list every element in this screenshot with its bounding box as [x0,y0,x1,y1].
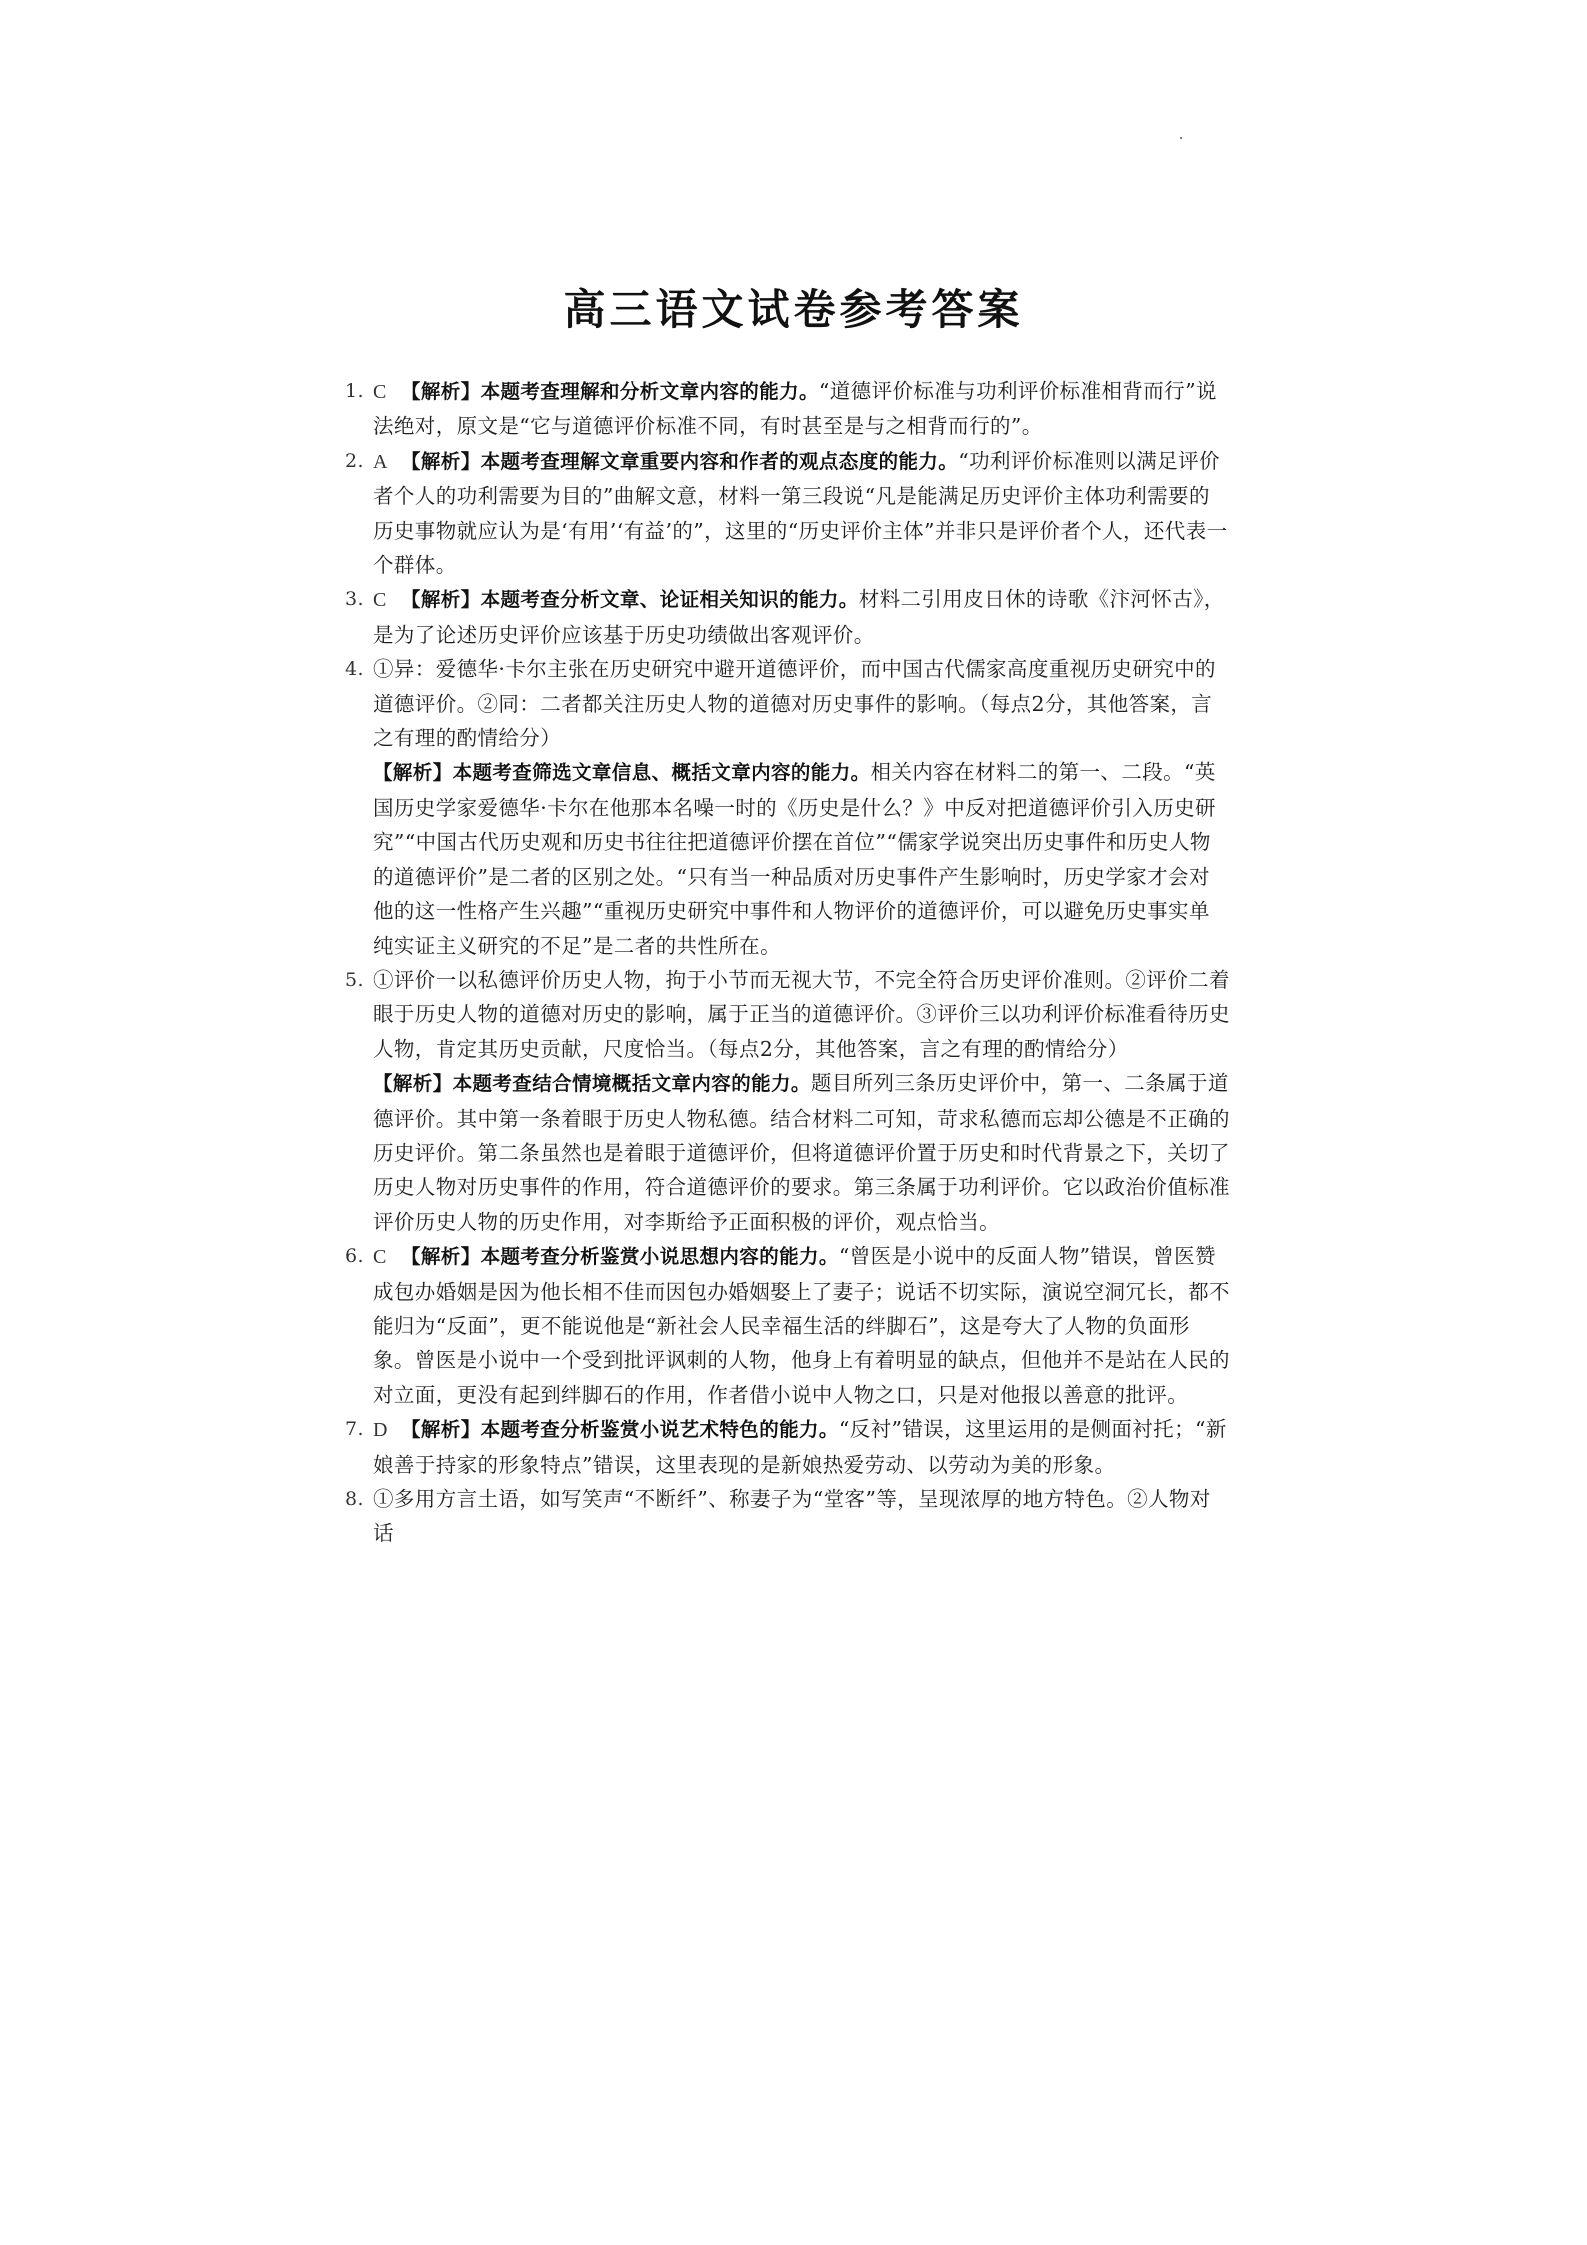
analysis-label: 【解析】本题考查分析文章、论证相关知识的能力。 [401,588,859,612]
answer-item-6 [345,1239,1230,1412]
analysis-text: 相关内容在材料二的第一、二段。“英国历史学家爱德华·卡尔在他那本名噪一时的《历史是什么？》中反对把道德评价引入历史研究”“中国古代历史观和历史书往往把道德评价摆在首位”“儒家学说突出历史事件和历史人物的道德评价”是二者的区别之处。“只有当一种品质对历史事件产生影响时，历史学家才会对他的这一性格产生兴趣”“重视历史研究中事件和人物评价的道德评价，可以避免历史事实单纯实证主义研究的不足”是二者的共性所在。 [373,760,1216,958]
analysis-text: “功利评价标准则以满足评价者个人的功利需要为目的”曲解文意，材料一第三段说“凡是能满足历史评价主体功利需要的历史事物就应认为是‘有用’‘有益’的”，这里的“历史评价主体”并非只是评价者个人，还代表一个群体。 [373,448,1228,578]
answer-text: ①评价一以私德评价历史人物，拘于小节而无视大节，不完全符合历史评价准则。②评价二着眼于历史人物的道德对历史的影响，属于正当的道德评价。③评价三以功利评价标准看待历史人物，肯定其历史贡献，尺度恰当。（每点2分，其他答案，言之有理的酌情给分） [373,967,1230,1061]
answer-item-4 [345,652,1230,755]
answer-choice: C [373,1246,387,1269]
item-number: 2. [345,449,364,472]
answer-choice: D [373,1419,388,1442]
answer-choice: C [373,381,387,403]
answer-text: ①异：爱德华·卡尔主张在历史研究中避开道德评价，而中国古代儒家高度重视历史研究中的道德评价。②同：二者都关注历史人物的道德对历史事件的影响。（每点2分，其他答案，言之有理的酌情给分） [373,657,1216,751]
answer-item-1 [345,374,1230,444]
item-number: 6. [345,1245,364,1268]
answer-item-7 [345,1412,1230,1482]
answer-list [345,374,1230,1551]
item-number: 3. [345,588,364,611]
item-number: 7. [345,1418,364,1441]
answer-text: ①多用方言土语，如写笑声“不断纤”、称妻子为“堂客”等，呈现浓厚的地方特色。②人物对话 [373,1487,1211,1546]
analysis-label: 【解析】本题考查分析鉴赏小说思想内容的能力。 [401,1245,839,1269]
analysis-note-5 [345,1066,1230,1239]
answer-item-5 [345,963,1230,1066]
analysis-label: 【解析】本题考查分析鉴赏小说艺术特色的能力。 [401,1418,839,1442]
analysis-text: 题目所列三条历史评价中，第一、二条属于道德评价。其中第一条着眼于历史人物私德。结合材料二可知，苛求私德而忘却公德是不正确的历史评价。第二条虽然也是着眼于道德评价，但将道德评价置于历史和时代背景之下，关切了历史人物对历史事件的作用，符合道德评价的要求。第三条属于功利评价。它以政治价值标准评价历史人物的历史作用，对李斯给予正面积极的评价，观点恰当。 [373,1071,1230,1234]
analysis-label: 【解析】本题考查理解文章重要内容和作者的观点态度的能力。 [401,449,959,473]
answer-item-3 [345,582,1230,652]
page-title: 高三语文试卷参考答案 [563,285,1024,334]
answer-item-8 [345,1482,1230,1551]
item-number: 5. [345,968,364,991]
analysis-label: 【解析】本题考查筛选文章信息、概括文章内容的能力。 [373,761,871,785]
answer-choice: A [373,450,388,473]
item-number: 1. [345,380,364,402]
item-number: 4. [345,658,364,681]
analysis-text: “道德评价标准与功利评价标准相背而行”说法绝对，原文是“它与道德评价标准不同，有时甚至是与之相背而行的”。 [373,379,1217,439]
answer-choice: C [373,589,387,612]
analysis-label: 【解析】本题考查结合情境概括文章内容的能力。 [373,1072,811,1096]
answer-item-2 [345,444,1230,583]
scan-speck [1180,137,1182,139]
item-number: 8. [345,1488,364,1510]
analysis-note-4 [345,755,1230,962]
analysis-text: “曾医是小说中的反面人物”错误，曾医赞成包办婚姻是因为他长相不佳而因包办婚姻娶上了妻子；说话不切实际，演说空洞冗长，都不能归为“反面”，更不能说他是“新社会人民幸福生活的绊脚石”，这是夸大了人物的负面形象。曾医是小说中一个受到批评讽刺的人物，他身上有着明显的缺点，但他并不是站在人民的对立面，更没有起到绊脚石的作用，作者借小说中人物之口，只是对他报以善意的批评。 [373,1244,1230,1407]
analysis-label: 【解析】本题考查理解和分析文章内容的能力。 [401,380,819,403]
analysis-text: 材料二引用皮日休的诗歌《汴河怀古》，是为了论述历史评价应该基于历史功绩做出客观评价。 [373,587,1225,647]
analysis-text: “反衬”错误，这里运用的是侧面衬托；“新娘善于持家的形象特点”错误，这里表现的是新娘热爱劳动、以劳动为美的形象。 [373,1417,1227,1477]
